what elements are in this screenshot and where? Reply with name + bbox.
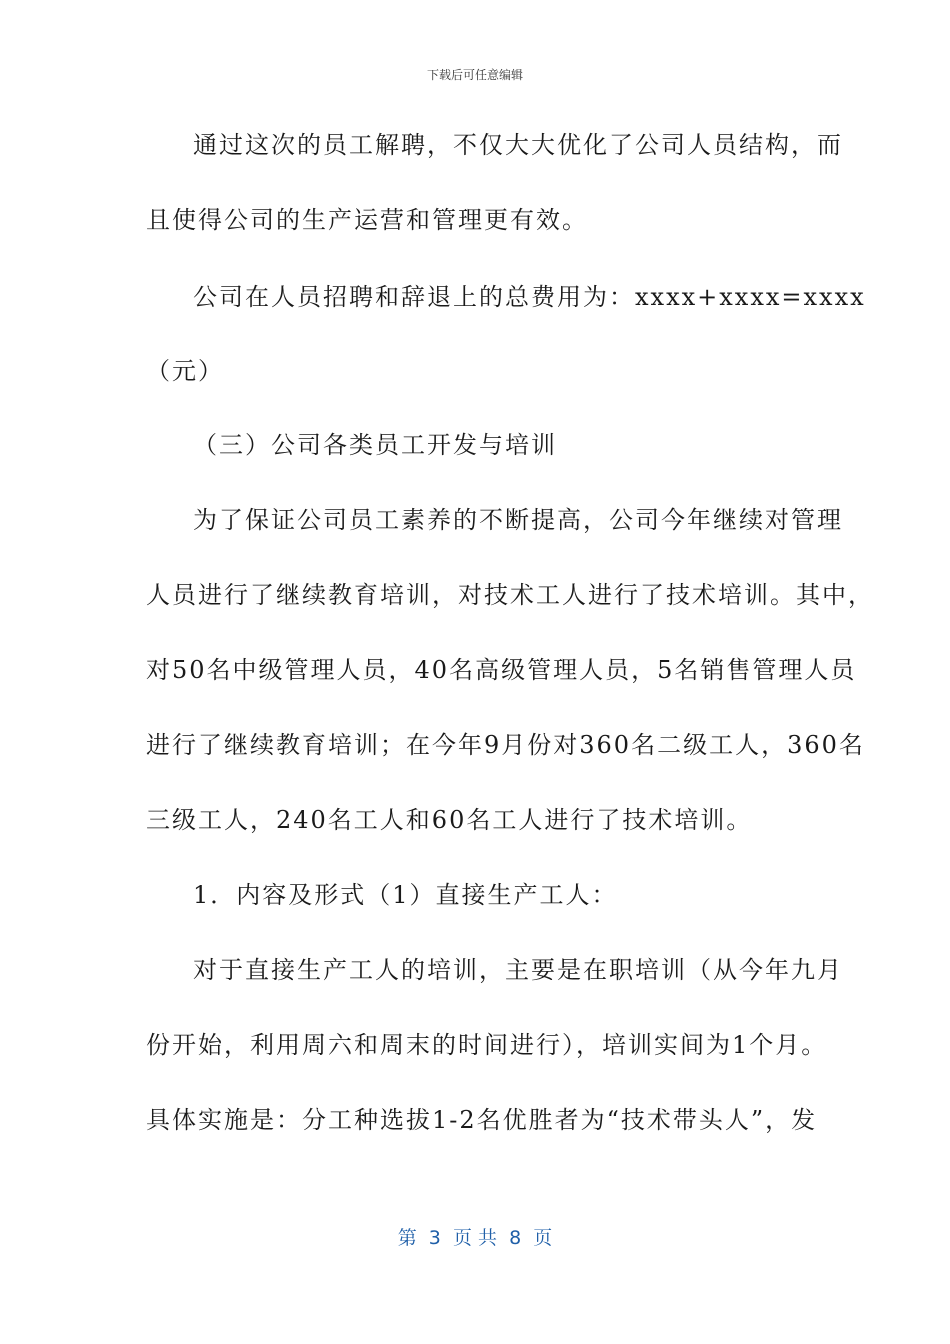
body-line: 人员进行了继续教育培训，对技术工人进行了技术培训。其中，	[146, 581, 874, 609]
body-line: 且使得公司的生产运营和管理更有效。	[146, 206, 588, 234]
body-line: 公司在人员招聘和辞退上的总费用为：xxxx+xxxx=xxxx	[193, 283, 866, 311]
subsection-heading: 1．内容及形式（1）直接生产工人：	[193, 881, 618, 909]
body-line: 对50名中级管理人员，40名高级管理人员，5名销售管理人员	[146, 656, 857, 684]
page-footer: 第 3 页 共 8 页	[397, 1227, 553, 1249]
body-line: 为了保证公司员工素养的不断提高，公司今年继续对管理	[193, 506, 843, 534]
body-line: 进行了继续教育培训；在今年9月份对360名二级工人，360名	[146, 731, 865, 759]
section-heading: （三）公司各类员工开发与培训	[193, 431, 557, 459]
body-line: 具体实施是：分工种选拔1-2名优胜者为“技术带头人”，发	[146, 1106, 818, 1134]
body-line: 份开始，利用周六和周末的时间进行），培训实间为1个月。	[146, 1031, 828, 1059]
body-line: 三级工人，240名工人和60名工人进行了技术培训。	[146, 806, 753, 834]
body-line: 对于直接生产工人的培训，主要是在职培训（从今年九月	[193, 956, 843, 984]
body-line: （元）	[146, 357, 224, 385]
body-line: 通过这次的员工解聘，不仅大大优化了公司人员结构，而	[193, 131, 843, 159]
page-header: 下载后可任意编辑	[426, 68, 523, 82]
